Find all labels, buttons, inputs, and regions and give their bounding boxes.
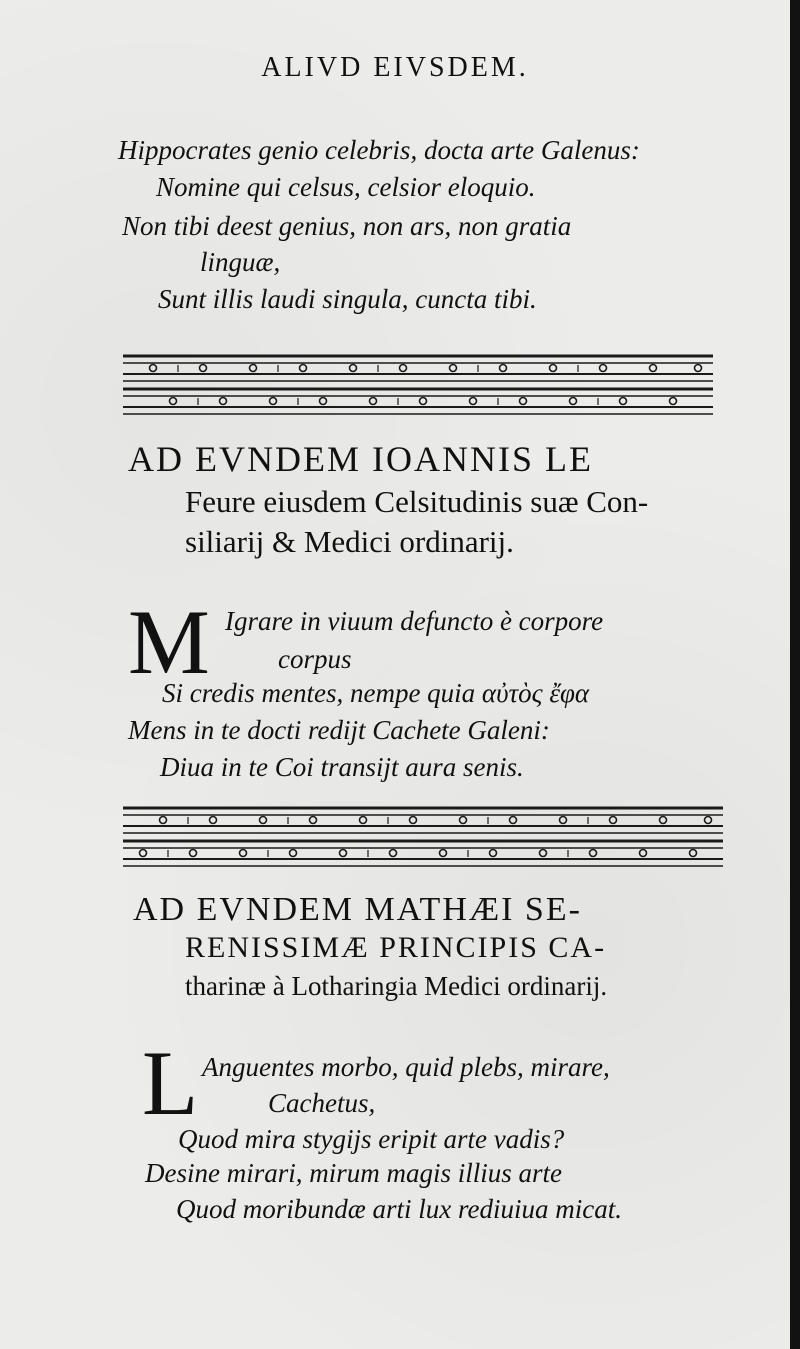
heading-line: AD EVNDEM IOANNIS LE [128,439,593,479]
ornament-band [123,804,723,868]
drop-capital: M [128,591,210,693]
drop-capital: L [142,1032,199,1134]
page-edge-shadow [790,0,800,1349]
heading-line: AD EVNDEM MATHÆI SE- [133,891,582,928]
verse-line: Igrare in viuum defuncto è corpore [225,606,604,636]
ornament-band [123,352,723,416]
heading-line: RENISSIMÆ PRINCIPIS CA- [185,931,607,964]
verse-line: Sunt illis laudi singula, cuncta tibi. [158,284,537,314]
heading-line: Feure eiusdem Celsitudinis suæ Con- [185,484,649,519]
verse-line: Quod mira stygijs eripit arte vadis? [178,1124,565,1154]
heading-line: siliarij & Medici ordinarij. [185,524,514,559]
verse-line: Non tibi deest genius, non ars, non gratia [122,211,572,241]
verse-line: Anguentes morbo, quid plebs, mirare, [202,1052,610,1082]
verse-line: Diua in te Coi transijt aura senis. [160,752,524,782]
running-head: ALIVD EIVSDEM. [261,52,529,83]
verse-line: Desine mirari, mirum magis illius arte [145,1158,563,1188]
verse-line: Cachetus, [268,1088,376,1118]
verse-line: Hippocrates genio celebris, docta arte Galenus: [118,135,640,165]
verse-line: Si credis mentes, nempe quia αὐτὸς ἔφα [162,678,590,708]
verse-line: corpus [278,644,352,674]
verse-line: Mens in te docti redijt Cachete Galeni: [128,715,550,745]
verse-line: Nomine qui celsus, celsior eloquio. [156,172,536,202]
verse-line: Quod moribundæ arti lux rediuiua micat. [176,1194,622,1224]
verse-line: linguæ, [200,247,281,277]
heading-line: tharinæ à Lotharingia Medici ordinarij. [185,971,608,1001]
